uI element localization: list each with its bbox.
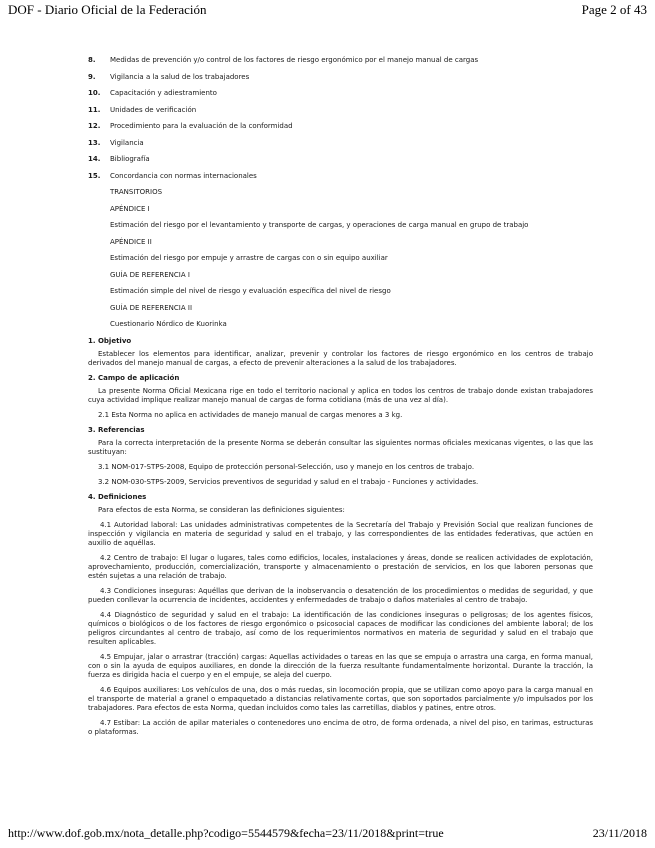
toc-text: Concordancia con normas internacionales <box>110 171 257 180</box>
toc-item <box>88 139 593 156</box>
toc-item <box>88 56 593 73</box>
section-objetivo <box>88 337 593 368</box>
paragraph: Para la correcta interpretación de la presente Norma se deberán consultar las siguientes normas oficiales mexicanas vigentes, o las que las sustituyan: <box>88 438 593 456</box>
toc-text: Procedimiento para la evaluación de la conformidad <box>110 122 293 130</box>
page-footer <box>8 826 647 842</box>
toc-item <box>88 155 593 172</box>
section-campo <box>88 374 593 420</box>
toc-num: 9. <box>88 72 96 81</box>
header-page-number: Page 2 of 43 <box>581 2 647 17</box>
toc-subitem: Estimación del riesgo por empuje y arrastre de cargas con o sin equipo auxiliar <box>110 254 388 262</box>
paragraph: Para efectos de esta Norma, se consideran las definiciones siguientes: <box>98 505 345 514</box>
paragraph: La presente Norma Oficial Mexicana rige en todo el territorio nacional y aplica en todos los centros de trabajo donde existan trabajadores cuya actividad implique realizar manejo manual de cargas de forma cotidiana (más de una vez al día). <box>88 386 593 404</box>
definition-item: 4.2 Centro de trabajo: El lugar o lugares, tales como edificios, locales, instalaciones y áreas, donde se realicen actividades de explotación, aprovechamiento, producción, comercialización, transporte y almacenamiento o prestación de servicios, en los que laboren personas que estén sujetas a una relación de trabajo. <box>88 553 593 580</box>
toc-subitem: APÉNDICE I <box>110 204 150 213</box>
toc-subitem: APÉNDICE II <box>110 237 152 246</box>
toc-item <box>88 106 593 123</box>
toc-num: 8. <box>88 56 96 64</box>
toc-list <box>88 56 593 337</box>
section-referencias <box>88 426 593 487</box>
paragraph: 3.2 NOM-030-STPS-2009, Servicios preventivos de seguridad y salud en el trabajo - Funciones y actividades. <box>98 477 479 486</box>
definition-item: 4.5 Empujar, jalar o arrastrar (tracción) cargas: Aquellas actividades o tareas en las que se empuja o arrastra una carga, en forma manual, con o sin la ayuda de equipos auxiliares, en donde la dirección de la fuerza resultante fundamentalmente horizontal. Durante la tracción, la fuerza es dirigida hacia el cuerpo y en el empuje, se aleja del cuerpo. <box>88 652 593 679</box>
toc-num: 10. <box>88 89 101 97</box>
definition-item: 4.4 Diagnóstico de seguridad y salud en el trabajo: La identificación de las condiciones inseguras o peligrosas; de los agentes físicos, químicos o biológicos o de los factores de riesgo ergonómico o psicosocial capaces de modificar las condiciones del ambiente laboral; de los peligros circundantes al centro de trabajo, así como de los requerimientos normativos en materia de seguridad y salud en el trabajo que resulten aplicables. <box>88 610 593 646</box>
toc-num: 14. <box>88 155 101 163</box>
toc-subitem: TRANSITORIOS <box>110 188 163 196</box>
toc-text: Bibliografía <box>110 155 150 163</box>
section-title: 1. Objetivo <box>88 336 132 345</box>
toc-text: Medidas de prevención y/o control de los factores de riesgo ergonómico por el manejo manual de cargas <box>110 56 479 64</box>
toc-text: Capacitación y adiestramiento <box>110 89 217 97</box>
toc-num: 15. <box>88 171 101 180</box>
footer-date: 23/11/2018 <box>592 826 647 840</box>
toc-text: Vigilancia a la salud de los trabajadores <box>110 72 250 81</box>
definition-item: 4.6 Equipos auxiliares: Los vehículos de una, dos o más ruedas, sin locomoción propia, que se utilizan como apoyo para la carga manual en el transporte de material a granel o empaquetado a distancias relativamente cortas, que son soportados parcialmente y/o impulsados por los trabajadores. Para efectos de esta Norma, quedan incluidos como tales las carretillas, diablos y patines, entre otros. <box>88 685 593 712</box>
page-header <box>8 2 647 18</box>
toc-text: Unidades de verificación <box>110 105 197 114</box>
toc-num: 13. <box>88 138 101 147</box>
toc-num: 12. <box>88 122 101 130</box>
paragraph: 2.1 Esta Norma no aplica en actividades de manejo manual de cargas menores a 3 kg. <box>98 410 403 419</box>
toc-item <box>88 89 593 106</box>
definition-item: 4.1 Autoridad laboral: Las unidades administrativas competentes de la Secretaría del Trabajo y Previsión Social que realizan funciones de inspección y vigilancia en materia de seguridad y salud en el trabajo, y las correspondientes de las entidades federativas, que actúen en auxilio de aquéllas. <box>88 520 593 547</box>
toc-item <box>88 122 593 139</box>
toc-num: 11. <box>88 105 101 114</box>
section-definiciones <box>88 493 593 737</box>
toc-subitem: GUÍA DE REFERENCIA II <box>110 303 193 312</box>
toc-subitem: Estimación del riesgo por el levantamiento y transporte de cargas, y operaciones de carga manual en grupo de trabajo <box>110 221 529 229</box>
toc-subitem: GUÍA DE REFERENCIA I <box>110 270 190 279</box>
toc-text: Vigilancia <box>110 138 144 147</box>
definition-item: 4.7 Estibar: La acción de apilar materiales o contenedores uno encima de otro, de forma ordenada, a nivel del piso, en tarimas, estructuras o plataformas. <box>88 718 593 736</box>
toc-item <box>88 73 593 90</box>
paragraph: Establecer los elementos para identificar, analizar, prevenir y controlar los factores de riesgo ergonómico en los centros de trabajo derivados del manejo manual de cargas, a efecto de prevenir alteraciones a la salud de los trabajadores. <box>88 349 593 367</box>
toc-subitem: Estimación simple del nivel de riesgo y evaluación específica del nivel de riesgo <box>110 287 391 295</box>
section-title: 3. Referencias <box>88 425 145 434</box>
footer-url: http://www.dof.gob.mx/nota_detalle.php?codigo=5544579&fecha=23/11/2018&print=true <box>8 826 444 840</box>
paragraph: 3.1 NOM-017-STPS-2008, Equipo de protección personal-Selección, uso y manejo en los centros de trabajo. <box>98 462 475 471</box>
document-body <box>88 56 593 743</box>
section-title: 4. Definiciones <box>88 492 147 501</box>
toc-subitem: Cuestionario Nórdico de Kuorinka <box>110 320 227 328</box>
toc-item <box>88 172 593 189</box>
header-title: DOF - Diario Oficial de la Federación <box>8 2 207 17</box>
definition-item: 4.3 Condiciones inseguras: Aquéllas que derivan de la inobservancia o desatención de los procedimientos o medidas de seguridad, y que pueden conllevar la ocurrencia de incidentes, accidentes y enfermedades de trabajo o daños materiales al centro de trabajo. <box>88 586 593 604</box>
section-title: 2. Campo de aplicación <box>88 373 180 382</box>
